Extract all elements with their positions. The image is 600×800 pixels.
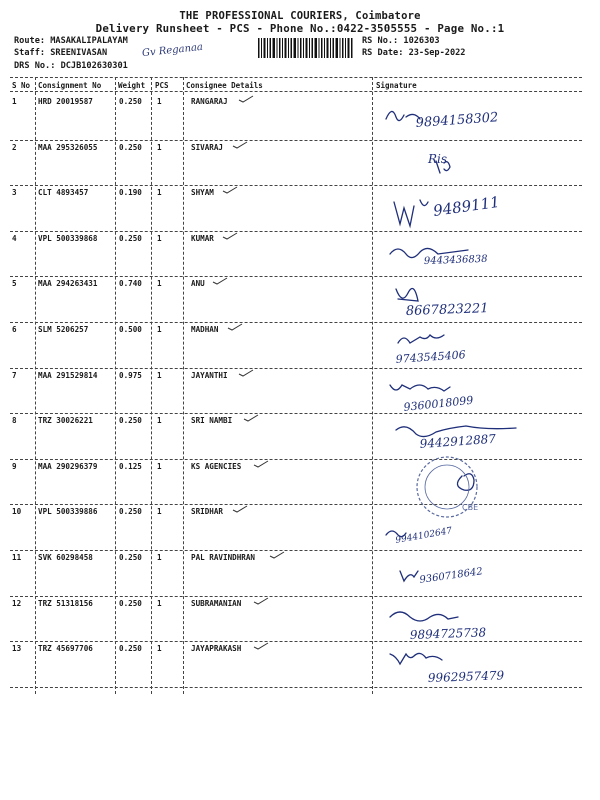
row-consignment-number: SVK 60298458 [38, 553, 93, 562]
signature-scribble [376, 279, 582, 323]
check-tick-icon [232, 505, 248, 513]
column-header-sno: S No [12, 81, 31, 90]
row-serial-number: 3 [12, 188, 17, 198]
row-serial-number: 12 [12, 598, 22, 608]
row-weight: 0.250 [119, 507, 142, 517]
delivery-stamp-icon [412, 452, 482, 522]
row-consignment-number: TRZ 30026221 [38, 416, 93, 426]
signature-scribble [376, 234, 582, 278]
row-pieces: 1 [157, 416, 162, 426]
row-consignment-number: TRZ 45697706 [38, 644, 93, 654]
table-row [0, 97, 600, 141]
row-consignee-name: SRIDHAR [191, 507, 224, 517]
row-separator [10, 368, 582, 369]
table-row [0, 507, 600, 551]
row-weight: 0.125 [119, 461, 142, 471]
signature-scribble [376, 143, 582, 187]
row-separator [10, 687, 582, 688]
row-consignment-number: MAA 294263431 [38, 279, 98, 289]
check-tick-icon [253, 597, 269, 605]
row-separator [10, 641, 582, 642]
column-header-pcs: PCS [155, 81, 169, 90]
row-consignee-name: SUBRAMANIAN [191, 598, 242, 608]
row-weight: 0.740 [119, 279, 142, 289]
table-row [0, 644, 600, 688]
signature-scribble [376, 553, 582, 597]
row-weight: 0.250 [119, 644, 142, 654]
table-row [0, 188, 600, 232]
signature-cell [376, 371, 582, 415]
row-separator [10, 322, 582, 323]
row-consignee-name: SHYAM [191, 188, 214, 198]
row-consignment-number: CLT 4893457 [38, 188, 89, 198]
row-consignment-number: MAA 291529814 [38, 370, 98, 380]
row-consignment-number: VPL 500339868 [38, 233, 98, 243]
row-weight: 0.250 [119, 233, 142, 243]
check-tick-icon [232, 141, 248, 149]
row-serial-number: 11 [12, 553, 22, 562]
signature-handwriting: 9944102647 [394, 526, 453, 547]
row-weight: 0.250 [119, 142, 142, 152]
check-tick-icon [227, 323, 243, 331]
check-tick-icon [222, 186, 238, 194]
company-title: THE PROFESSIONAL COURIERS, Coimbatore [179, 10, 421, 22]
row-serial-number: 2 [12, 142, 17, 152]
row-consignment-number: MAA 295326055 [38, 142, 98, 152]
row-separator [10, 596, 582, 597]
row-consignee-name: JAYANTHI [191, 370, 228, 380]
barcode [258, 38, 353, 58]
signature-cell [376, 234, 582, 278]
row-pieces: 1 [157, 279, 162, 289]
check-tick-icon [269, 551, 285, 559]
table-row [0, 553, 600, 597]
signature-cell [376, 553, 582, 597]
signature-cell [376, 279, 582, 323]
row-weight: 0.250 [119, 553, 142, 562]
signature-handwriting: Ris [428, 151, 448, 166]
check-tick-icon [212, 277, 228, 285]
row-weight: 0.190 [119, 188, 142, 198]
row-pieces: 1 [157, 142, 162, 152]
row-weight: 0.250 [119, 598, 142, 608]
row-consignee-name: MADHAN [191, 325, 219, 334]
table-row [0, 371, 600, 415]
signature-handwriting: 9360018099 [402, 393, 474, 414]
row-serial-number: 1 [12, 97, 17, 106]
column-header-signature: Signature [376, 81, 417, 90]
table-top-rule [10, 77, 582, 78]
signature-handwriting: 8667823221 [405, 301, 489, 320]
row-pieces: 1 [157, 233, 162, 243]
signature-scribble [376, 325, 582, 369]
drs-number: DRS No.: DCJB102630301 [14, 61, 128, 71]
row-serial-number: 6 [12, 325, 17, 334]
check-tick-icon [238, 95, 254, 103]
check-tick-icon [238, 369, 254, 377]
signature-cell [376, 143, 582, 187]
row-serial-number: 13 [12, 644, 22, 654]
table-row [0, 279, 600, 323]
row-pieces: 1 [157, 325, 162, 334]
row-serial-number: 7 [12, 370, 17, 380]
row-separator [10, 504, 582, 505]
table-header-rule [10, 91, 582, 92]
table-row [0, 143, 600, 187]
row-consignment-number: MAA 290296379 [38, 461, 98, 471]
row-pieces: 1 [157, 598, 162, 608]
row-consignee-name: SRI NAMBI [191, 416, 233, 426]
signature-handwriting: 9894158302 [415, 110, 499, 131]
row-serial-number: 4 [12, 233, 17, 243]
row-serial-number: 5 [12, 279, 17, 289]
table-row [0, 416, 600, 460]
signature-scribble [376, 97, 582, 141]
check-tick-icon [243, 414, 259, 422]
row-separator [10, 185, 582, 186]
row-consignee-name: KUMAR [191, 233, 214, 243]
runsheet-subtitle: Delivery Runsheet - PCS - Phone No.:0422-3505555 - Page No.:1 [95, 22, 505, 35]
table-row [0, 234, 600, 278]
row-separator [10, 550, 582, 551]
handwritten-staff-note: Gv Reganaa [141, 41, 204, 60]
row-separator [10, 459, 582, 460]
row-consignee-name: JAYAPRAKASH [191, 644, 242, 654]
row-separator [10, 276, 582, 277]
signature-handwriting: 9743545406 [395, 348, 467, 366]
row-weight: 0.500 [119, 325, 142, 334]
signature-scribble [376, 644, 582, 688]
row-separator [10, 231, 582, 232]
staff-label: Staff: SREENIVASAN [14, 48, 108, 58]
row-pieces: 1 [157, 97, 162, 106]
signature-cell [376, 325, 582, 369]
table-row [0, 462, 600, 506]
check-tick-icon [222, 232, 238, 240]
signature-handwriting: 9489111 [432, 193, 501, 221]
signature-cell [376, 644, 582, 688]
check-tick-icon [253, 460, 269, 468]
row-consignment-number: VPL 500339886 [38, 507, 98, 517]
row-pieces: 1 [157, 644, 162, 654]
row-pieces: 1 [157, 553, 162, 562]
row-consignment-number: HRD 20019587 [38, 97, 93, 106]
row-serial-number: 10 [12, 507, 22, 517]
signature-scribble [376, 371, 582, 415]
row-serial-number: 9 [12, 461, 17, 471]
row-weight: 0.975 [119, 370, 142, 380]
row-pieces: 1 [157, 461, 162, 471]
row-pieces: 1 [157, 370, 162, 380]
row-pieces: 1 [157, 188, 162, 198]
row-consignment-number: SLM 5206257 [38, 325, 89, 334]
row-separator [10, 413, 582, 414]
row-weight: 0.250 [119, 97, 142, 106]
row-consignee-name: PAL RAVINDHRAN [191, 553, 256, 562]
signature-cell [376, 97, 582, 141]
row-serial-number: 8 [12, 416, 17, 426]
table-row [0, 599, 600, 643]
rs-number: RS No.: 1026303 [362, 36, 440, 46]
column-header-consignment: Consignment No [38, 81, 102, 90]
rs-date: RS Date: 23-Sep-2022 [362, 48, 466, 58]
row-pieces: 1 [157, 507, 162, 517]
stamp-text: CBE [462, 503, 479, 512]
row-consignee-name: SIVARAJ [191, 142, 224, 152]
row-consignment-number: TRZ 51318156 [38, 598, 93, 608]
signature-handwriting: 9442912887 [419, 431, 497, 452]
column-header-weight: Weight [118, 81, 146, 90]
route-label: Route: MASAKALIPALAYAM [14, 36, 128, 46]
signature-handwriting: 9443436838 [423, 253, 488, 267]
row-weight: 0.250 [119, 416, 142, 426]
column-header-consignee: Consignee Details [186, 81, 263, 90]
check-tick-icon [253, 642, 269, 650]
signature-cell [376, 188, 582, 232]
signature-handwriting: 9894725738 [409, 624, 487, 642]
signature-scribble [376, 188, 582, 232]
signature-scribble [376, 599, 582, 643]
signature-cell [376, 599, 582, 643]
row-consignee-name: KS AGENCIES [191, 461, 242, 471]
table-row [0, 325, 600, 369]
row-consignee-name: ANU [191, 279, 205, 289]
row-separator [10, 140, 582, 141]
signature-handwriting: 9962957479 [427, 668, 505, 686]
signature-handwriting: 9360718642 [418, 566, 484, 586]
row-consignee-name: RANGARAJ [191, 97, 228, 106]
